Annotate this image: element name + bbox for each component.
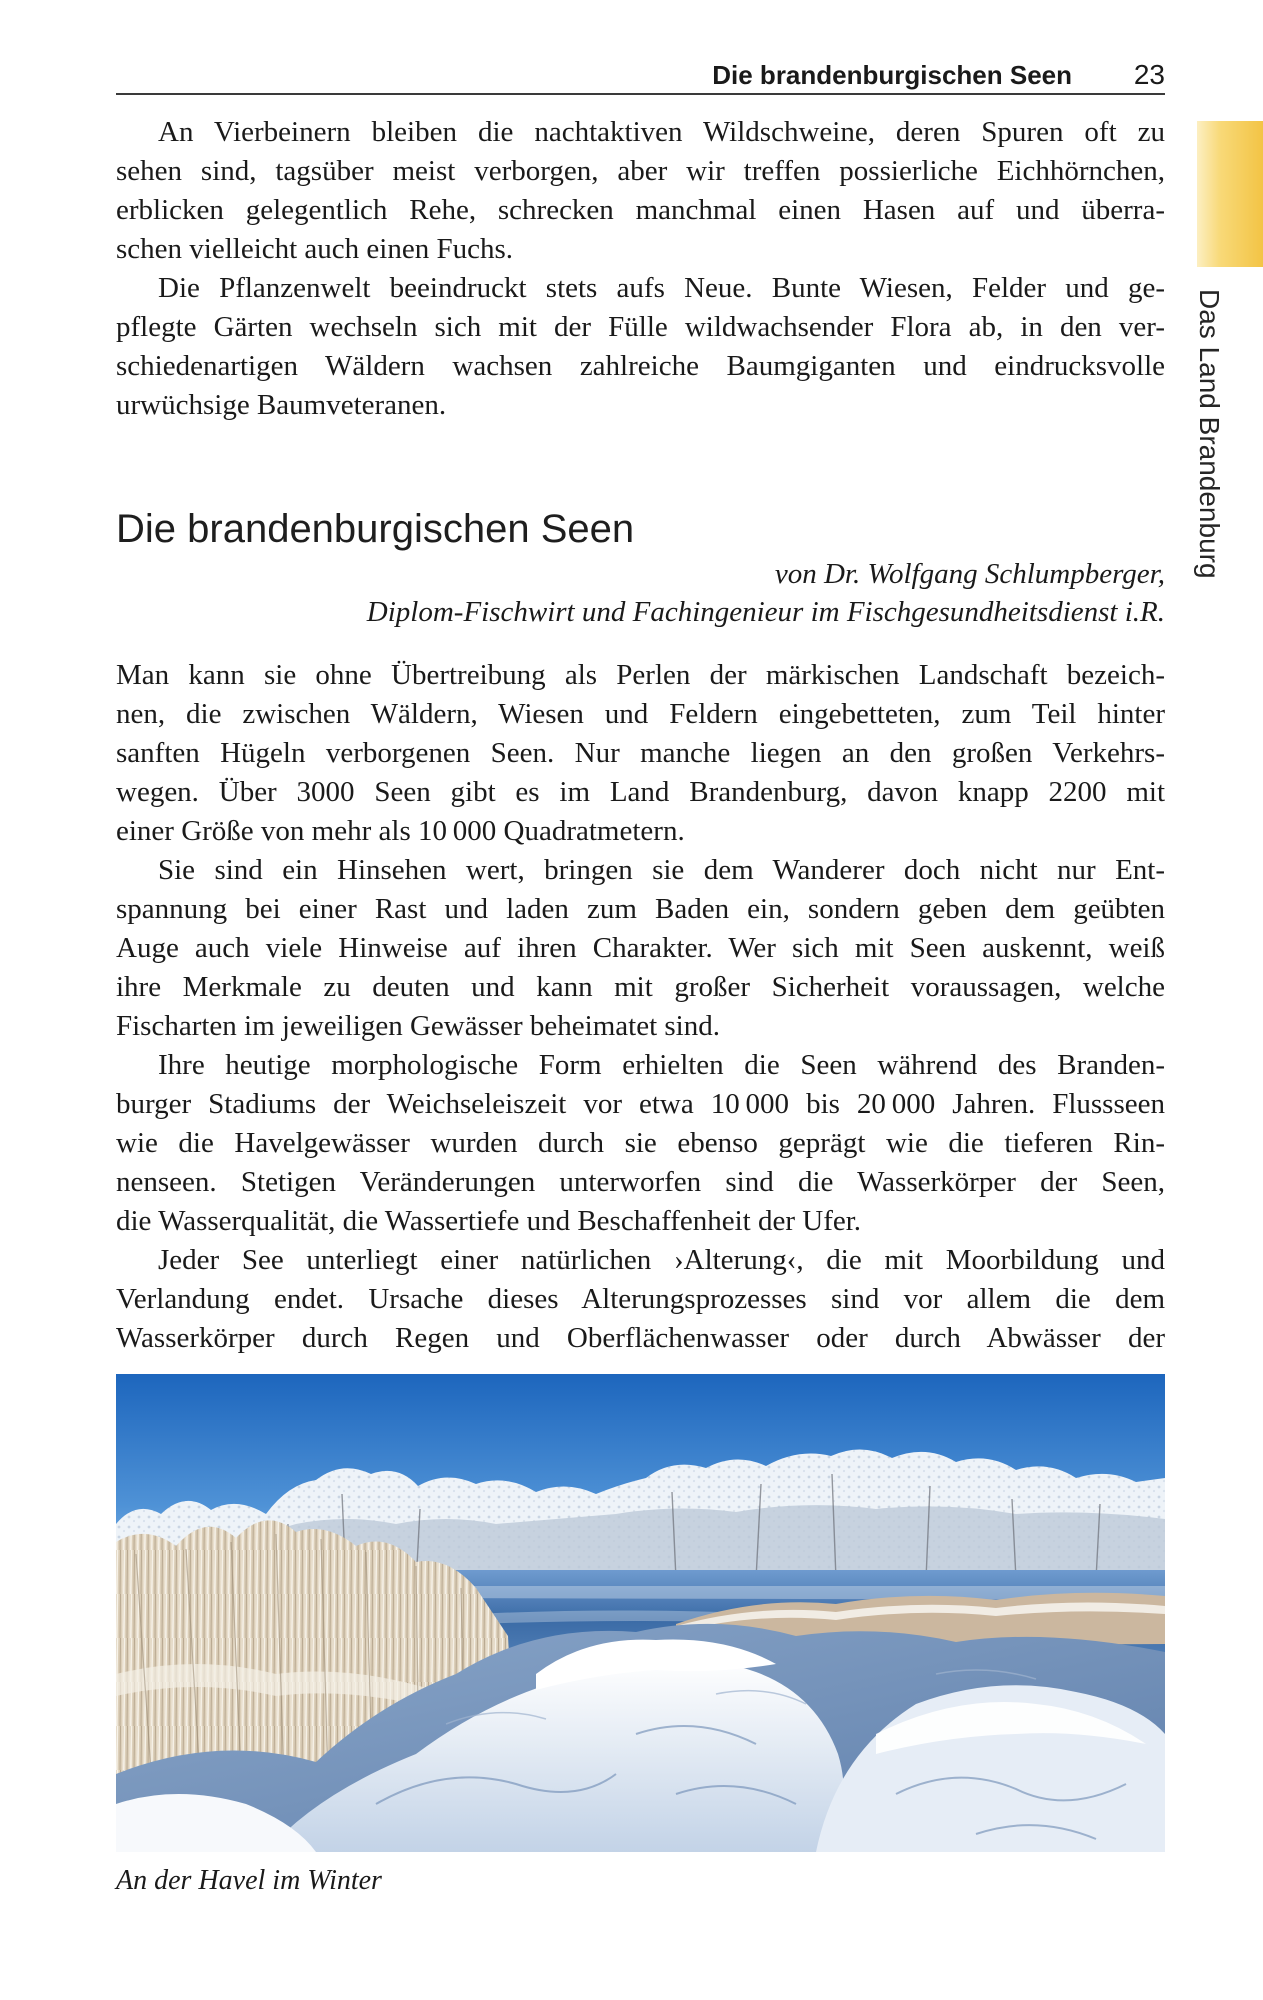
text-line: schen vielleicht auch einen Fuchs. <box>116 233 514 265</box>
text-line: erblicken gelegentlich Rehe, schrecken manchmal einen Hasen auf und überra- <box>116 194 1165 226</box>
text-line: Sie sind ein Hinsehen wert, bringen sie dem Wanderer doch nicht nur Ent- <box>158 854 1165 886</box>
text-line: die Wasserqualität, die Wassertiefe und Beschaffenheit der Ufer. <box>116 1205 862 1237</box>
running-title: Die brandenburgischen Seen <box>712 60 1072 90</box>
text-line: pflegte Gärten wechseln sich mit der Fülle wildwachsender Flora ab, in den ver- <box>116 311 1165 343</box>
chapter-tab-marker <box>1197 121 1263 267</box>
text-line: Wasserkörper durch Regen und Oberflächenwasser oder durch Abwässer der <box>116 1322 1165 1354</box>
text-line: urwüchsige Baumveteranen. <box>116 389 447 421</box>
section-text <box>116 656 1165 1358</box>
text-line: Fischarten im jeweiligen Gewässer beheimatet sind. <box>116 1010 720 1042</box>
text-line: nen, die zwischen Wäldern, Wiesen und Feldern eingebetteten, zum Teil hinter <box>116 698 1165 730</box>
text-line: sehen sind, tagsüber meist verborgen, aber wir treffen possierliche Eichhörnchen, <box>116 155 1165 187</box>
text-line: nenseen. Stetigen Veränderungen unterworfen sind die Wasserkörper der Seen, <box>116 1166 1165 1198</box>
paragraph <box>116 113 1165 269</box>
chapter-tab-label: Das Land Brandenburg <box>1194 289 1225 579</box>
text-line: Auge auch viele Hinweise auf ihren Charakter. Wer sich mit Seen auskennt, weiß <box>116 932 1165 964</box>
text-line: An Vierbeinern bleiben die nachtaktiven Wildschweine, deren Spuren oft zu <box>158 116 1165 148</box>
text-line: sanften Hügeln verborgenen Seen. Nur manche liegen an den großen Verkehrs- <box>116 737 1165 769</box>
text-line: schiedenartigen Wäldern wachsen zahlreiche Baumgiganten und eindrucksvolle <box>116 350 1165 382</box>
paragraph <box>116 269 1165 425</box>
text-line: ihre Merkmale zu deuten und kann mit großer Sicherheit voraussagen, welche <box>116 971 1165 1003</box>
paragraph <box>116 656 1165 851</box>
header-rule <box>116 93 1165 95</box>
text-line: Ihre heutige morphologische Form erhielten die Seen während des Branden- <box>158 1049 1165 1081</box>
text-line: Die Pflanzenwelt beeindruckt stets aufs Neue. Bunte Wiesen, Felder und ge- <box>158 272 1165 304</box>
text-line: Verlandung endet. Ursache dieses Alterungsprozesses sind vor allem die dem <box>116 1283 1165 1315</box>
byline-author: von Dr. Wolfgang Schlumpberger, <box>774 558 1165 590</box>
byline-credentials: Diplom-Fischwirt und Fachingenieur im Fischgesundheitsdienst i.R. <box>366 596 1165 628</box>
paragraph <box>116 851 1165 1046</box>
text-line: burger Stadiums der Weichseleiszeit vor etwa 10 000 bis 20 000 Jahren. Flussseen <box>116 1088 1165 1120</box>
paragraph <box>116 1046 1165 1241</box>
author-byline <box>116 558 1165 634</box>
text-line: Man kann sie ohne Übertreibung als Perlen der märkischen Landschaft bezeich- <box>116 659 1165 691</box>
intro-text <box>116 113 1165 425</box>
text-line: spannung bei einer Rast und laden zum Baden ein, sondern geben dem geübten <box>116 893 1165 925</box>
text-line: wie die Havelgewässer wurden durch sie ebenso geprägt wie die tieferen Rin- <box>116 1127 1165 1159</box>
text-line: einer Größe von mehr als 10 000 Quadratmetern. <box>116 815 685 847</box>
photo-havel-winter <box>116 1374 1165 1852</box>
text-line: wegen. Über 3000 Seen gibt es im Land Brandenburg, davon knapp 2200 mit <box>116 776 1165 808</box>
photo-caption: An der Havel im Winter <box>116 1865 382 1896</box>
paragraph <box>116 1241 1165 1358</box>
text-line: Jeder See unterliegt einer natürlichen ›Alterung‹, die mit Moorbildung und <box>158 1244 1165 1276</box>
page-number: 23 <box>1133 59 1165 90</box>
section-heading: Die brandenburgischen Seen <box>116 507 635 551</box>
